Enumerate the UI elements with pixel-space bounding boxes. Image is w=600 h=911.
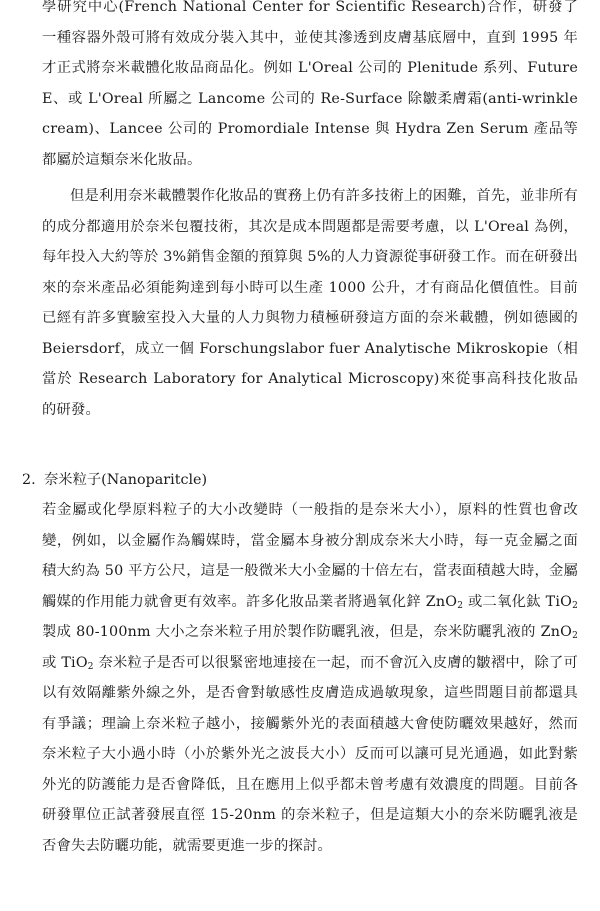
subscript: 2 <box>572 600 578 611</box>
subscript: 2 <box>457 600 464 611</box>
section-heading-nanoparticle <box>22 466 578 494</box>
text-segment: 奈米粒子是否可以很緊密地連接在一起，而不會沉入皮膚的皺褶中，除了可以有效隔離紫外線之外，是否會對敏感性皮膚造成過敏現象，這些問題目前都還具有爭議；理論上奈米粒子越小，接觸紫外光的表面積越大會使防曬效果越好，然而奈米粒子大小過小時（小於紫外光之波長大小）反而可以讓可見光通過，如此對紫外光的防護能力是否會降低，且在應用上似乎都未曾考慮有效濃度的問題。目前各研發單位正試著發展直徑 15-20nm 的奈米粒子，但是這類大小的奈米防曬乳液是否會失去防曬功能，就需要更進一步的探討。 <box>42 654 579 854</box>
text-segment: 製成 80-100nm 大小之奈米粒子用於製作防曬乳液，但是，奈米防曬乳液的 ZnO <box>42 624 573 640</box>
paragraph-nanocarrier-products: 學研究中心(French National Center for Scientific Research)合作，研發了一種容器外殼可將有效成分裝入其中，並使其滲透到皮膚基底層中，直到 1995 年才正式將奈米載體化妝品商品化。例如 L'Oreal 公司的 Plenitude 系列、Future E、或 L'Oreal 所屬之 Lancome 公司的 Re-Surface 除皺柔膚霜(anti-wrinkle cream)、Lancee 公司的 Promordiale Intense 與 Hydra Zen Serum 產品等都屬於這類奈米化妝品。 <box>42 0 578 168</box>
subscript: 2 <box>87 661 94 672</box>
text-segment: 或 TiO <box>42 654 88 671</box>
subscript: 2 <box>572 631 578 641</box>
text-segment: 或二氧化鈦 TiO <box>463 593 573 610</box>
paragraph-technical-difficulties: 但是利用奈米載體製作化妝品的實務上仍有許多技術上的困難，首先，並非所有的成分都適用於奈米包覆技術，其次是成本問題都是需要考慮，以 L'Oreal 為例，每年投入大約等於 3%銷售金額的預算與 5%的人力資源從事研發工作。而在研發出來的奈米產品必須能夠達到每小時可以生產 1000 公升，才有商品化價值性。目前已經有許多實驗室投入大量的人力與物力積極研發這方面的奈米載體，例如德國的 Beiersdorf，成立一個 Forschungslabor fuer Analytische Mikroskopie（相當於 Research Laboratory for Analytical Microscopy)來從事高科技化妝品的研發。 <box>42 188 578 418</box>
text-segment: 若金屬或化學原料粒子的大小改變時（一般指的是奈米大小），原料的性質也會改變，例如，以金屬作為觸媒時，當金屬本身被分割成奈米大小時，每一克金屬之面積大約為 50 平方公尺，這是一般微米大小金屬的十倍左右，當表面積越大時，金屬觸媒的作用能力就會更有效率。許多化妝品業者將過氧化鋅 ZnO <box>42 502 578 610</box>
section-title: 奈米粒子(Nanoparitcle) <box>44 472 208 488</box>
paragraph-nanoparticle-properties <box>42 495 578 861</box>
section-number: 2. <box>22 472 36 488</box>
